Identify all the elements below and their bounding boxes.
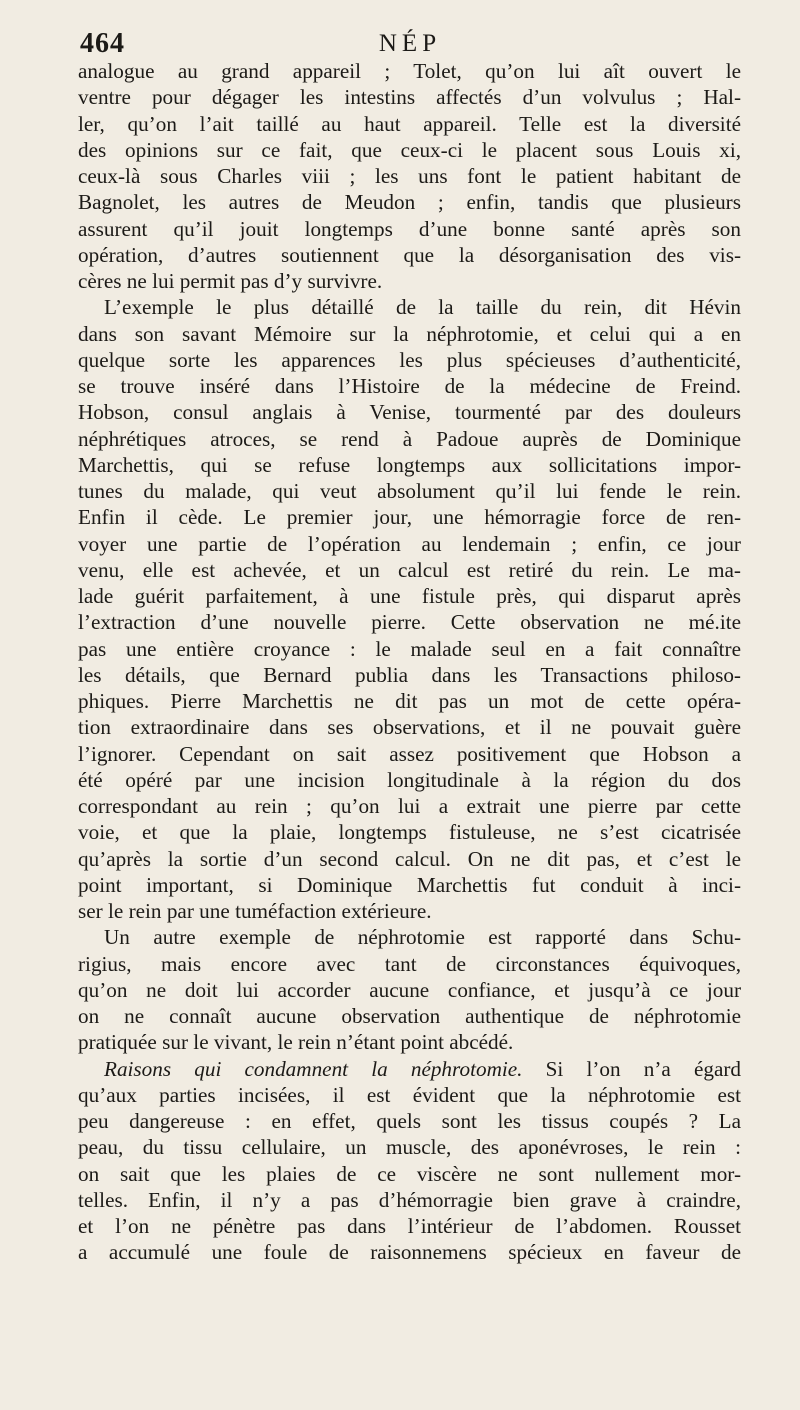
section-heading: Raisons qui condamnent la néphrotomie. xyxy=(104,1056,523,1081)
text-line: rigius, mais encore avec tant de circonstances équivoques, xyxy=(78,951,741,976)
running-head: NÉP xyxy=(378,30,442,57)
text-line: venu, elle est achevée, et un calcul est retiré du rein. Le ma- xyxy=(78,557,741,582)
text-line: pratiquée sur le vivant, le rein n’étant point abcédé. xyxy=(78,1030,514,1055)
text-line: a accumulé une foule de raisonnemens spécieux en faveur de xyxy=(78,1240,741,1265)
text-line: on ne connaît aucune observation authentique de néphrotomie xyxy=(78,1004,741,1028)
text-line: Bagnolet, les autres de Meudon ; enfin, tandis que plusieurs xyxy=(78,190,741,215)
text-line: se trouve inséré dans l’Histoire de la médecine de Freind. xyxy=(78,374,741,398)
text-line: peu dangereuse : en effet, quels sont les tissus coupés ? La xyxy=(78,1109,741,1133)
text-line: qu’après la sortie d’un second calcul. On ne dit pas, et c’est le xyxy=(78,846,741,871)
text-line: on sait que les plaies de ce viscère ne sont nullement mor- xyxy=(78,1161,741,1186)
text-line: lade guérit parfaitement, à une fistule près, qui disparut après xyxy=(78,584,741,608)
text-line: ceux-là sous Charles viii ; les uns font le patient habitant de xyxy=(78,164,741,188)
text-line: voyer une partie de l’opération au lendemain ; enfin, ce jour xyxy=(78,531,741,556)
text-line: ventre pour dégager les intestins affectés d’un volvulus ; Hal- xyxy=(78,85,741,110)
text-line: l’extraction d’une nouvelle pierre. Cette observation ne mé.ite xyxy=(78,610,741,635)
text-line: qu’aux parties incisées, il est évident que la néphrotomie est xyxy=(78,1082,741,1107)
text-line: quelque sorte les apparences les plus spécieuses d’authenticité, xyxy=(78,347,741,372)
text-line: voie, et que la plaie, longtemps fistuleuse, ne s’est cicatrisée xyxy=(78,820,741,845)
text-line: point important, si Dominique Marchettis fut conduit à inci- xyxy=(78,872,741,897)
paragraph-start-line: L’exemple le plus détaillé de la taille du rein, dit Hévin xyxy=(104,295,741,320)
text-line: ser le rein par une tuméfaction extérieure. xyxy=(78,899,432,923)
text-line: correspondant au rein ; qu’on lui a extrait une pierre par cette xyxy=(78,794,741,818)
section-start-line xyxy=(78,1056,741,1082)
text-line: cères ne lui permit pas d’y survivre. xyxy=(78,269,383,293)
text-line: Enfin il cède. Le premier jour, une hémorragie force de ren- xyxy=(78,505,741,530)
text-line: néphrétiques atroces, se rend à Padoue auprès de Dominique xyxy=(78,426,741,451)
text-line: tunes du malade, qui veut absolument qu’il lui fende le rein. xyxy=(78,479,741,503)
text-line: dans son savant Mémoire sur la néphrotomie, et celui qui a en xyxy=(78,321,741,346)
text-line: peau, du tissu cellulaire, un muscle, des aponévroses, le rein : xyxy=(78,1135,741,1160)
text-line: été opéré par une incision longitudinale à la région du dos xyxy=(78,767,741,792)
text-line: l’ignorer. Cependant on sait assez positivement que Hobson a xyxy=(78,741,741,766)
text-line: opération, d’autres soutiennent que la désorganisation des vis- xyxy=(78,242,741,267)
text-line: Si l’on n’a égard xyxy=(545,1056,742,1081)
page-number: 464 xyxy=(80,28,125,59)
paragraph-start-line: Un autre exemple de néphrotomie est rapporté dans Schu- xyxy=(104,925,741,950)
body-text xyxy=(78,58,741,1266)
text-line: telles. Enfin, il n’y a pas d’hémorragie bien grave à craindre, xyxy=(78,1187,741,1212)
text-line: pas une entière croyance : le malade seul en a fait connaître xyxy=(78,636,741,661)
text-line: phiques. Pierre Marchettis ne dit pas un mot de cette opéra- xyxy=(78,689,741,713)
text-line: des opinions sur ce fait, que ceux-ci le placent sous Louis xi, xyxy=(78,137,741,162)
text-line: tion extraordinaire dans ses observations, et il ne pouvait guère xyxy=(78,715,741,740)
text-line: les détails, que Bernard publia dans les Transactions philoso- xyxy=(78,662,741,687)
text-line: Hobson, consul anglais à Venise, tourmenté par des douleurs xyxy=(78,400,741,425)
text-line: analogue au grand appareil ; Tolet, qu’on lui aît ouvert le xyxy=(78,59,741,83)
text-line: et l’on ne pénètre pas dans l’intérieur de l’abdomen. Rousset xyxy=(78,1214,741,1238)
text-line: assurent qu’il jouit longtemps d’une bonne santé après son xyxy=(78,216,741,241)
text-line: ler, qu’on l’ait taillé au haut appareil. Telle est la diversité xyxy=(78,111,741,136)
text-line: qu’on ne doit lui accorder aucune confiance, et jusqu’à ce jour xyxy=(78,977,741,1002)
text-line: Marchettis, qui se refuse longtemps aux sollicitations impor- xyxy=(78,452,741,477)
